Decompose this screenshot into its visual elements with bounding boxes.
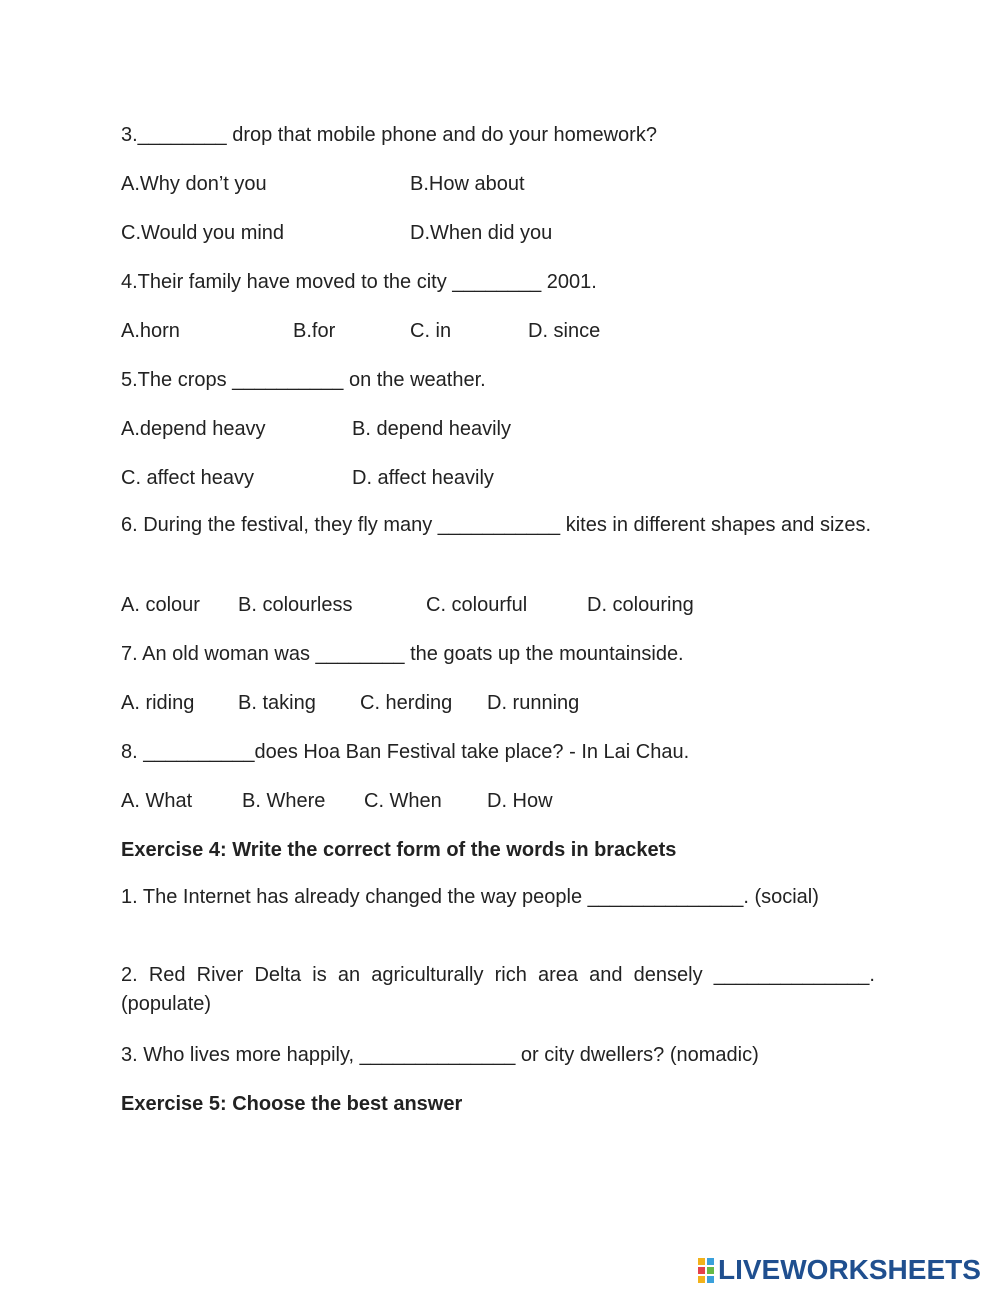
exercise-4-item-3: 3. Who lives more happily, ______________ or city dwellers? (nomadic) <box>121 1044 759 1066</box>
question-8-option-c: C. When <box>364 790 442 812</box>
logo-brand-text: LIVEWORKSHEETS <box>718 1254 981 1285</box>
logo-block <box>707 1258 714 1265</box>
question-4-option-a: A.horn <box>121 320 180 342</box>
question-5-stem: 5.The crops __________ on the weather. <box>121 369 486 391</box>
logo-block <box>698 1276 705 1283</box>
logo-block <box>698 1267 705 1274</box>
question-3-option-b: B.How about <box>410 173 525 195</box>
question-5-option-b: B. depend heavily <box>352 418 512 440</box>
question-3-stem: 3.________ drop that mobile phone and do your homework? <box>121 124 657 146</box>
logo-block <box>707 1267 714 1274</box>
logo-block <box>707 1276 714 1283</box>
question-7-option-d: D. running <box>487 692 580 714</box>
logo-block <box>698 1258 705 1265</box>
liveworksheets-logo <box>698 1254 981 1286</box>
question-8-option-b: B. Where <box>242 790 326 812</box>
question-5-option-c: C. affect heavy <box>121 467 255 489</box>
question-7-option-a: A. riding <box>121 692 195 714</box>
question-7-option-c: C. herding <box>360 692 453 714</box>
question-4-option-c: C. in <box>410 320 452 342</box>
question-4-stem: 4.Their family have moved to the city ________ 2001. <box>121 271 597 293</box>
question-8-option-a: A. What <box>121 790 193 812</box>
question-7-stem: 7. An old woman was ________ the goats up the mountainside. <box>121 643 684 665</box>
question-3-option-c: C.Would you mind <box>121 222 285 244</box>
question-5-option-d: D. affect heavily <box>352 467 494 489</box>
question-7-option-b: B. taking <box>238 692 316 714</box>
question-6-option-c: C. colourful <box>426 594 528 616</box>
exercise-4-item-2: 2. Red River Delta is an agriculturally rich area and densely ______________. (populate) <box>121 964 875 1015</box>
question-4-option-d: D. since <box>528 320 601 342</box>
question-3-option-d: D.When did you <box>410 222 553 244</box>
question-5-option-a: A.depend heavy <box>121 418 266 440</box>
question-6-stem: 6. During the festival, they fly many ___________ kites in different shapes and sizes. <box>121 514 872 536</box>
question-6-option-b: B. colourless <box>238 594 353 616</box>
question-4-option-b: B.for <box>293 320 336 342</box>
question-6-option-d: D. colouring <box>587 594 694 616</box>
logo-blocks-icon <box>698 1258 714 1283</box>
exercise-4-heading: Exercise 4: Write the correct form of the words in brackets <box>121 839 677 861</box>
question-8-option-d: D. How <box>487 790 553 812</box>
exercise-5-heading: Exercise 5: Choose the best answer <box>121 1093 463 1115</box>
question-8-stem: 8. __________does Hoa Ban Festival take place? - In Lai Chau. <box>121 741 690 763</box>
question-3-option-a: A.Why don’t you <box>121 173 267 195</box>
exercise-4-item-1: 1. The Internet has already changed the way people ______________. (social) <box>121 886 819 908</box>
question-6-option-a: A. colour <box>121 594 200 616</box>
